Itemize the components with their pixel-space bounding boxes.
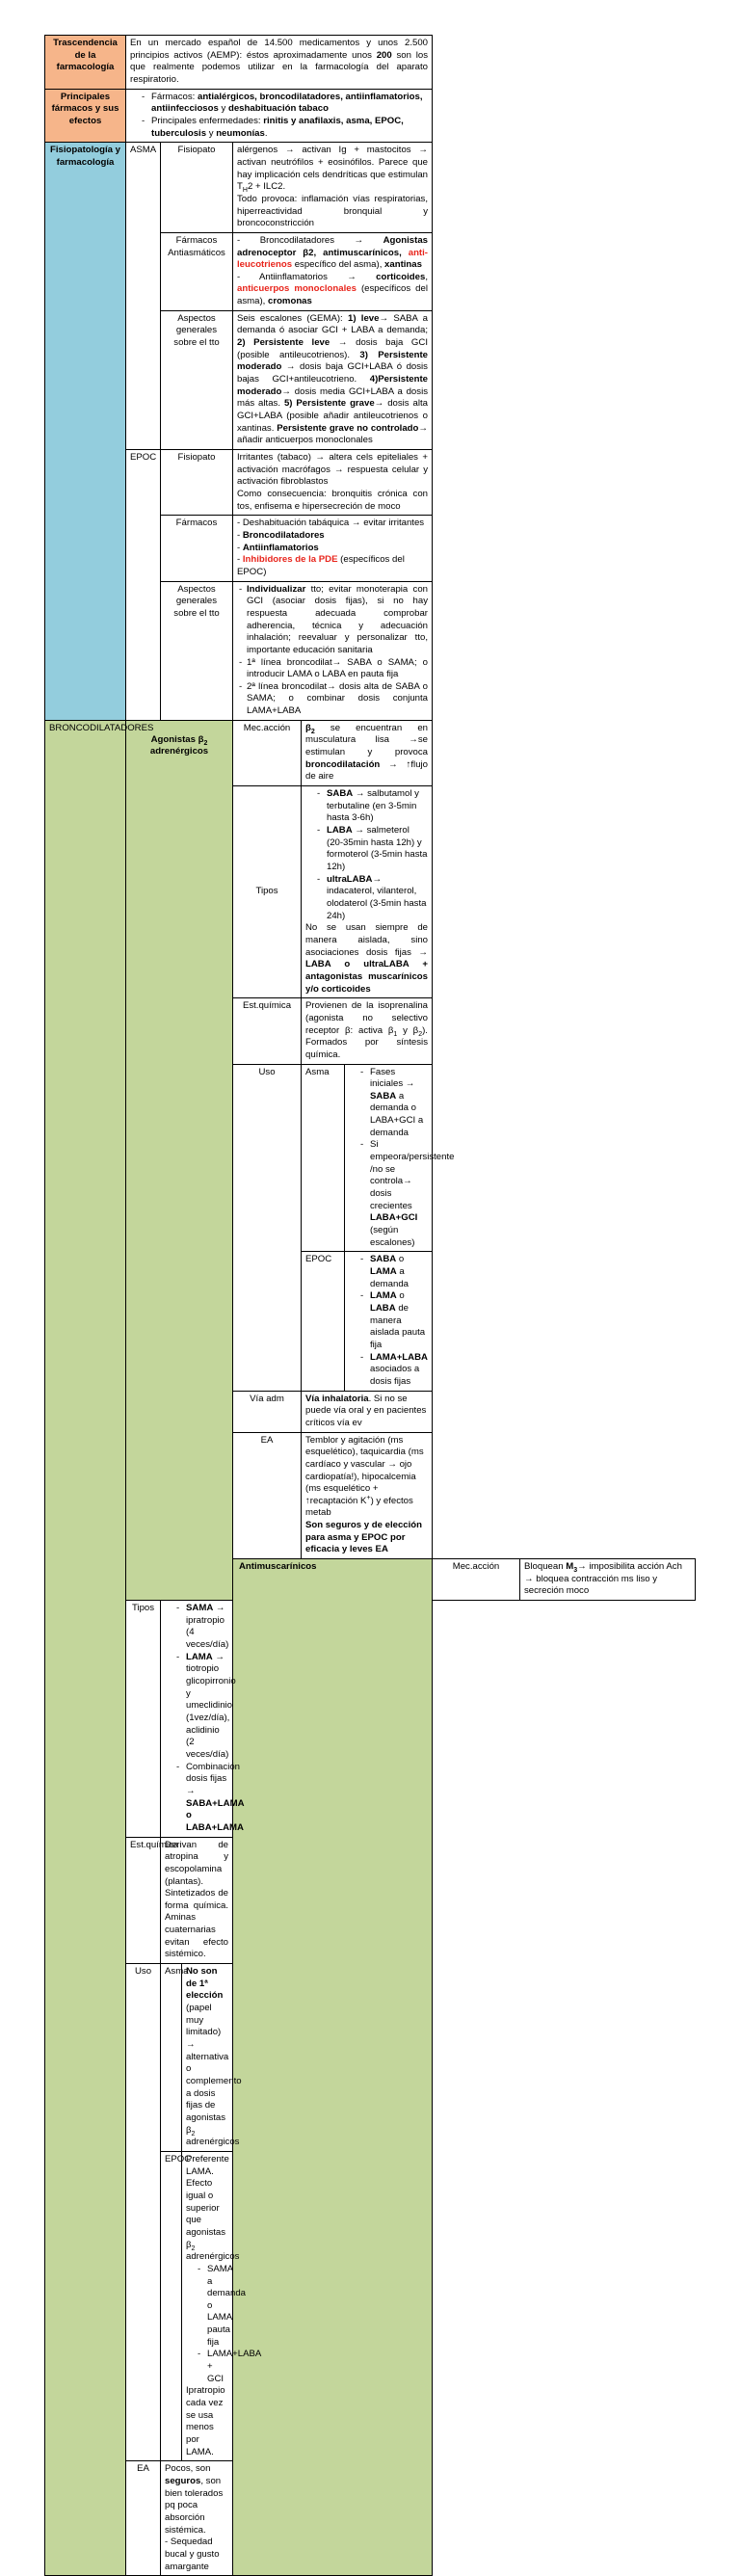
text-epoc-fisiopato: Irritantes (tabaco) → altera cels epiteliales + activación macrófagos → respuesta celular y activación fibroblastos Como consecuencia: bronquitis crónica con tos, enfisema e hipersecreción de moco — [233, 450, 433, 516]
label-anti-mec: Mec.acción — [433, 1559, 520, 1601]
label-anti-ea: EA — [126, 2461, 161, 2576]
label-epoc-aspectos: Aspectos generales sobre el tto — [161, 581, 233, 720]
label-fisiopatologia: Fisiopatología y farmacología — [45, 143, 126, 721]
label-trascendencia: Trascendencia de la farmacología — [45, 36, 126, 90]
label-agon-mec: Mec.acción — [233, 720, 302, 785]
text-agon-tipos: - SABA → salbutamol y terbutaline (en 3-5min hasta 3-6h) - LABA → salmeterol (20-35min hasta 12h) y formoterol (3-5min hasta 12h) - ultraLABA→ indacaterol, vilanterol, olodaterol (3-5min hasta 24h) No se usan siempre de manera aislada, sino asociaciones dosis fijas → LABA o ultraLABA + antagonistas muscarínicos y/o corticoides — [302, 786, 433, 998]
label-asma-farmacos: Fármacos Antiasmáticos — [161, 232, 233, 310]
text-epoc-aspectos: - Individualizar tto; evitar monoterapia con GCI (asociar dosis fijas), si no hay respuesta adecuada comprobar adherencia, técnica y adecuación inhalación; reevaluar y personalizar tto, importante educación sanitaria - 1ª línea broncodilat→ SABA o SAMA; o introducir LAMA o LABA en pauta fija - 2ª línea broncodilat→ dosis alta de SABA o SAMA; o combinar dosis conjunta LAMA+LABA — [233, 581, 433, 720]
label-agon-uso: Uso — [233, 1064, 302, 1391]
row-principales — [45, 89, 696, 143]
text-principales: - Fármacos: antialérgicos, broncodilatadores, antiinflamatorios, antiinfecciosos y deshabituación tabaco - Principales enfermedades: rinitis y anafilaxis, asma, EPOC, tuberculosis y neumonías. — [126, 89, 433, 143]
label-agon-tipos: Tipos — [233, 786, 302, 998]
text-trascendencia: En un mercado español de 14.500 medicamentos y unos 2.500 principios activos (AEMP): éstos aproximadamente unos 200 son los que realmente podemos utilizar en la farmacología del aparato respiratorio. — [126, 36, 433, 90]
text-anti-ea: Pocos, son seguros, son bien tolerados pq poca absorción sistémica. - Sequedad bucal y gusto amargante — [161, 2461, 233, 2576]
label-anti-uso-asma: Asma — [161, 1964, 182, 2152]
text-asma-farmacos: - Broncodilatadores → Agonistas adrenoceptor β2, antimuscarínicos, anti-leucotrienos específico del asma), xantinas - Antiinflamatorios → corticoides, anticuerpos monoclonales (específicos del asma), cromonas — [233, 232, 433, 310]
text-agon-uso-asma: - Fases iniciales → SABA a demanda o LABA+GCI a demanda - Si empeora/persistente /no se controla→ dosis crecientes LABA+GCI (según escalones) — [345, 1064, 433, 1252]
text-anti-uso-epoc: Preferente LAMA. Efecto igual o superior que agonistas $\beta_2$ adrenérgicos - SAMA a demanda o LAMA pauta fija - LAMA+LABA + GCI Ipratropio cada vez se usa menos por LAMA. — [182, 2151, 233, 2460]
text-anti-tipos: - SAMA → ipratropio (4 veces/día) - LAMA → tiotropio glicopirronio y umeclidinio (1vez/día), aclidinio (2 veces/día) - Combinación dosis fijas → SABA+LAMA o LABA+LAMA — [161, 1601, 233, 1837]
text-agon-mec: $\beta_2$ se encuentran en musculatura lisa →se estimulan y provoca broncodilatación → ↑flujo de aire — [302, 720, 433, 785]
label-agon-est: Est.química — [233, 998, 302, 1064]
label-anti-uso-epoc: EPOC — [161, 2151, 182, 2460]
text-agon-uso-epoc: - SABA o LAMA a demanda - LAMA o LABA de manera aislada pauta fija - LAMA+LABA asociados a dosis fijas — [345, 1252, 433, 1391]
label-agon-uso-epoc: EPOC — [302, 1252, 345, 1391]
text-agon-ea: Temblor y agitación (ms esquelético), taquicardia (ms cardíaco y vascular → ojo cardiopatía!), hipocalcemia (ms esquelético + ↑recaptación K+) y efectos metab Son seguros y de elección para asma y EPOC por eficacia y leves EA — [302, 1432, 433, 1559]
label-epoc: EPOC — [126, 450, 161, 721]
label-anti-uso: Uso — [126, 1964, 161, 2461]
label-agon-uso-asma: Asma — [302, 1064, 345, 1252]
label-agonistas-b2: Agonistas $\beta_2$ adrenérgicos — [126, 720, 233, 1600]
label-anti-tipos: Tipos — [126, 1601, 161, 1837]
text-asma-aspectos: Seis escalones (GEMA): 1) leve→ SABA a demanda ó asociar GCI + LABA a demanda; 2) Persistente leve → dosis baja GCI (posible antileucotrienos). 3) Persistente moderado → dosis baja GCI+LABA ó dosis bajas GCI+antileucotrieno. 4)Persistente moderado→ dosis media GCI+LABA a dosis más altas. 5) Persistente grave→ dosis alta GCI+LABA (posible añadir antileucotrienos o xantinas. Persistente grave no controlado→ añadir anticuerpos monoclonales — [233, 310, 433, 449]
label-principales: Principales fármacos y sus efectos — [45, 89, 126, 143]
text-agon-via: Vía inhalatoria. Si no se puede vía oral y en pacientes críticos vía ev — [302, 1391, 433, 1432]
text-agon-est: Provienen de la isoprenalina (agonista no selectivo receptor β: activa $\beta_1$ y $\beta_2$). Formados por síntesis química. — [302, 998, 433, 1064]
label-asma-aspectos: Aspectos generales sobre el tto — [161, 310, 233, 449]
text-anti-est: Derivan de atropina y escopolamina (plantas). Sintetizados de forma química. Aminas cuaternarias evitan efecto sistémico. — [161, 1837, 233, 1964]
label-epoc-fisiopato: Fisiopato — [161, 450, 233, 516]
label-agon-ea: EA — [233, 1432, 302, 1559]
label-anti-est: Est.química — [126, 1837, 161, 1964]
text-anti-mec: Bloquean $M_3\to$ imposibilita acción Ach → bloquea contracción ms liso y secreción moco — [520, 1559, 696, 1601]
label-asma: ASMA — [126, 143, 161, 450]
label-asma-fisiopato: Fisiopato — [161, 143, 233, 233]
row-trascendencia — [45, 36, 696, 90]
row-asma-fisiopato — [45, 143, 696, 233]
row-agon-mec — [45, 720, 696, 785]
text-asma-fisiopato: alérgenos → activan Ig + mastocitos → activan neutrófilos + eosinófilos. Parece que hay implicación cels dendríticas que estimulan $T_H2 + ILC2$. Todo provoca: inflamación vías respiratorias, hiperreactividad bronquial y broncoconstricción — [233, 143, 433, 233]
label-antimuscarinicos: Antimuscarínicos — [233, 1559, 433, 2576]
pharmacology-summary-table — [44, 35, 696, 2576]
row-epoc-fisiopato — [45, 450, 696, 516]
label-agon-via: Vía adm — [233, 1391, 302, 1432]
label-epoc-farmacos: Fármacos — [161, 516, 233, 581]
text-anti-uso-asma: No son de 1ª elección (papel muy limitado) → alternativa o complemento a dosis fijas de agonistas $\beta_2$ adrenérgicos — [182, 1964, 233, 2152]
label-broncodilatadores: BRONCODILATADORES — [45, 720, 126, 2575]
text-epoc-farmacos: - Deshabituación tabáquica → evitar irritantes - Broncodilatadores - Antiinflamatorios - Inhibidores de la PDE (específicos del EPOC) — [233, 516, 433, 581]
